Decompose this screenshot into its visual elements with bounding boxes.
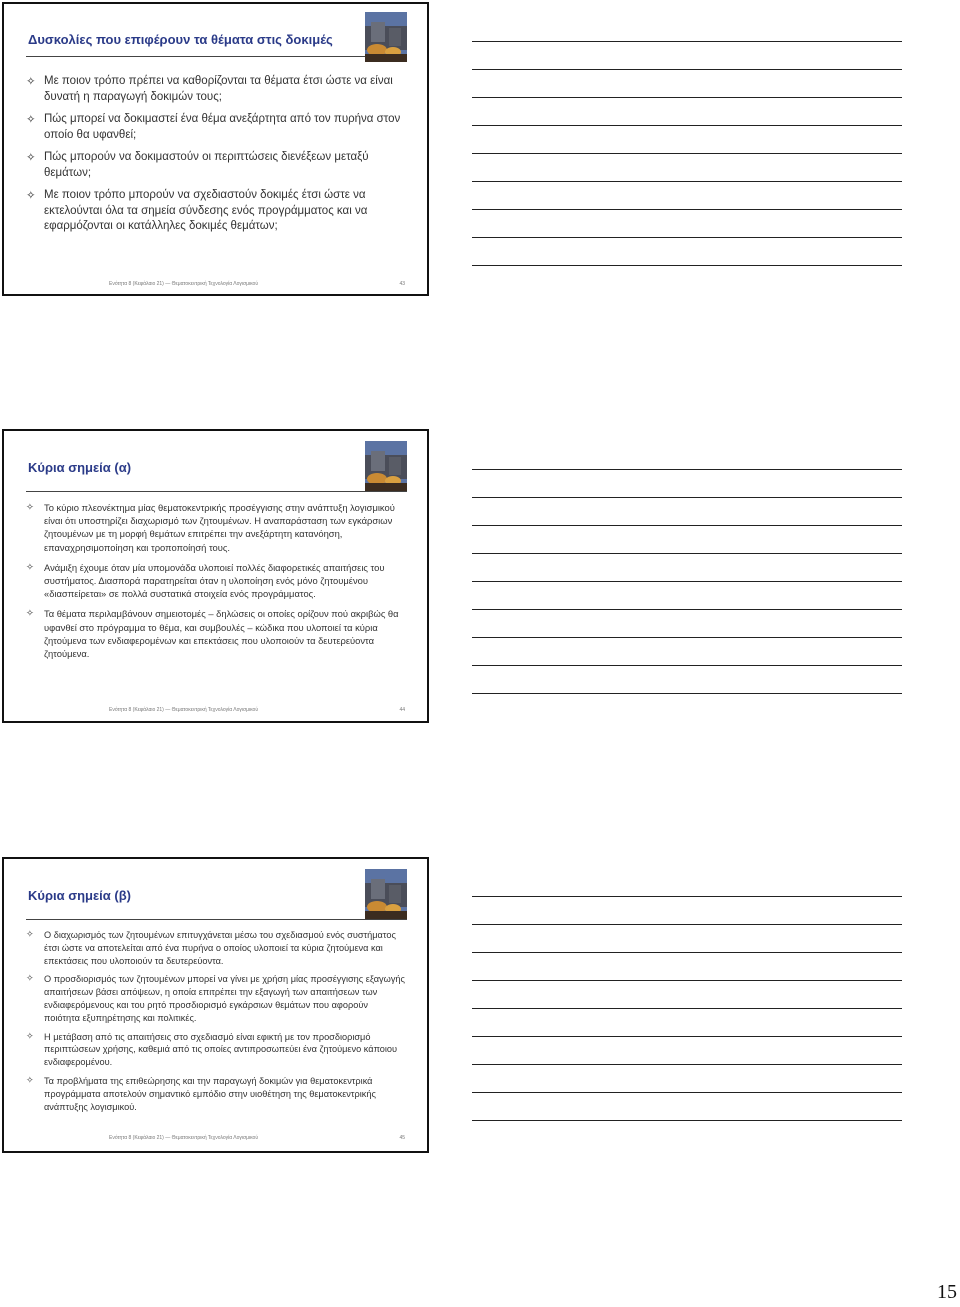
notes-line (472, 125, 902, 126)
notes-line (472, 1008, 902, 1009)
slide-number: 45 (399, 1135, 405, 1141)
notes-lines-slide-45 (472, 896, 902, 1121)
title-rule (26, 491, 407, 492)
slide-number: 43 (399, 281, 405, 287)
bullet-item (26, 973, 405, 1024)
bullet-item (26, 74, 405, 105)
notes-line (472, 469, 902, 470)
slide-44 (2, 429, 429, 723)
notes-line (472, 265, 902, 266)
bullet-item (26, 150, 405, 181)
notes-line (472, 637, 902, 638)
bullet-item (26, 188, 405, 235)
notes-line (472, 553, 902, 554)
notes-line (472, 181, 902, 182)
notes-line (472, 1092, 902, 1093)
bullet-item (26, 929, 405, 967)
notes-line (472, 41, 902, 42)
notes-line (472, 69, 902, 70)
bullet-list (26, 929, 405, 1113)
bullet-star-icon: ✧ (26, 188, 36, 202)
notes-line (472, 665, 902, 666)
notes-line (472, 980, 902, 981)
bullet-item (26, 501, 405, 554)
slide-number: 44 (399, 707, 405, 713)
bullet-text: Το κύριο πλεονέκτημα μίας θεματοκεντρικής προσέγγισης στην ανάπτυξη λογισμικού είναι ότι υποστηρίζει διαχωρισμό των ζητουμένων. Η αναπαράσταση των εγκάρσιων ζητουμένων με τη μορφή θεμάτων επιτρέπει την ανεξάρτητη κατανόηση, επαναχρησιμοποίηση και τροποποίησή τους. (44, 502, 395, 553)
footer-text: Ενότητα 8 (Κεφάλαιο 21) — Θεματοκεντρική Τεχνολογία Λογισμικού (109, 1135, 259, 1141)
notes-line (472, 97, 902, 98)
footer-text: Ενότητα 8 (Κεφάλαιο 21) — Θεματοκεντρική Τεχνολογία Λογισμικού (109, 707, 259, 713)
notes-line (472, 525, 902, 526)
bullet-star-icon: ✧ (26, 561, 34, 573)
bullet-text: Τα προβλήματα της επιθεώρησης και την παραγωγή δοκιμών για θεματοκεντρικά προγράμματα αποτελούν σημαντικό εμπόδιο στην υιοθέτηση της θεματοκεντρικής ανάπτυξης λογισμικού. (44, 1075, 376, 1112)
bullet-text: Η μετάβαση από τις απαιτήσεις στο σχεδιασμό είναι εφικτή με τον προσδιορισμό περιπτώσεων χρήσης, καθεμιά από τις οποίες αντιπροσωπεύει ένα ζητούμενο κάποιου ενδιαφερομένου. (44, 1031, 398, 1068)
bullet-item (26, 1031, 405, 1069)
slide-thumbnail-image (365, 869, 407, 919)
notes-line (472, 693, 902, 694)
slide-43 (2, 2, 429, 296)
thumbnail-photo-icon (365, 12, 407, 62)
slide-thumbnail-image (365, 12, 407, 62)
thumbnail-photo-icon (365, 441, 407, 491)
bullet-text: Πώς μπορούν να δοκιμαστούν οι περιπτώσεις διενέξεων μεταξύ θεμάτων; (44, 151, 369, 179)
page-number: 15 (937, 1281, 957, 1303)
bullet-text: Τα θέματα περιλαμβάνουν σημειοτομές – δηλώσεις οι οποίες ορίζουν πού ακριβώς θα υφανθεί στο πρόγραμμα το θέμα, και συμβουλές – κώδικα που υλοποιεί τα κύρια ζητούμενα των ενδιαφερομένων και επεκτάσεις που υλοποιούν τα δευτερεύοντα ζητούμενα. (44, 608, 399, 660)
notes-line (472, 497, 902, 498)
notes-line (472, 1064, 902, 1065)
bullet-item (26, 112, 405, 143)
bullet-item (26, 561, 405, 601)
bullet-star-icon: ✧ (26, 973, 34, 985)
bullet-text: Με ποιον τρόπο πρέπει να καθορίζονται τα θέματα έτσι ώστε να είναι δυνατή η παραγωγή δοκιμών τους; (44, 75, 393, 103)
slide-footer (109, 707, 405, 713)
bullet-text: Ο διαχωρισμός των ζητουμένων επιτυγχάνεται μέσω του σχεδιασμού ενός συστήματος έτσι ώστε να αποτελείται από ένα πυρήνα ο οποίος υλοποιεί τα κύρια ζητούμενα και επεκτάσεις που υλοποιούν τα δευτερεύοντα. (44, 930, 396, 966)
bullet-text: Ο προσδιορισμός των ζητουμένων μπορεί να γίνει με χρήση μίας προσέγγισης εξαγωγής απαιτήσεων βάσει απόψεων, η οποία επιτρέπει την εξαγωγή των απαιτήσεων των ενδιαφερόμενους και του ρητό προσδιορισμό εγκάρσιων θεμάτων που αφορούν ποιότητα εξυπηρέτησης και πολιτικές. (44, 974, 405, 1023)
bullet-star-icon: ✧ (26, 74, 36, 88)
notes-line (472, 581, 902, 582)
bullet-star-icon: ✧ (26, 929, 34, 940)
notes-line (472, 237, 902, 238)
bullet-list (26, 74, 405, 235)
slide-title: Δυσκολίες που επιφέρουν τα θέματα στις δοκιμές (28, 32, 333, 47)
slide-footer (109, 1135, 405, 1141)
notes-line (472, 1036, 902, 1037)
title-rule (26, 56, 407, 57)
slide-footer (109, 281, 405, 287)
slide-45 (2, 857, 429, 1153)
bullet-star-icon: ✧ (26, 1030, 34, 1042)
notes-line (472, 952, 902, 953)
notes-line (472, 896, 902, 897)
slide-title: Κύρια σημεία (α) (28, 460, 132, 475)
slide-title: Κύρια σημεία (β) (28, 888, 131, 903)
title-rule (26, 919, 407, 920)
notes-line (472, 209, 902, 210)
slide-thumbnail-image (365, 441, 407, 491)
bullet-star-icon: ✧ (26, 112, 36, 126)
bullet-text: Με ποιον τρόπο μπορούν να σχεδιαστούν δοκιμές έτσι ώστε να εκτελούνται όλα τα σημεία σύνδεσης ενός προγράμματος και να εφαρμόζονται οι κατάλληλες δοκιμές θεμάτων; (44, 189, 368, 232)
bullet-star-icon: ✧ (26, 502, 34, 513)
notes-line (472, 924, 902, 925)
thumbnail-photo-icon (365, 869, 407, 919)
notes-lines-slide-43 (472, 41, 902, 266)
notes-line (472, 153, 902, 154)
footer-text: Ενότητα 8 (Κεφάλαιο 21) — Θεματοκεντρική Τεχνολογία Λογισμικού (109, 281, 259, 287)
notes-line (472, 1120, 902, 1121)
bullet-star-icon: ✧ (26, 608, 34, 620)
bullet-item (26, 1075, 405, 1113)
bullet-star-icon: ✧ (26, 150, 36, 164)
bullet-star-icon: ✧ (26, 1074, 34, 1086)
bullet-list (26, 501, 405, 660)
bullet-text: Πώς μπορεί να δοκιμαστεί ένα θέμα ανεξάρτητα από τον πυρήνα στον οποίο θα υφανθεί; (44, 113, 401, 141)
notes-lines-slide-44 (472, 469, 902, 694)
bullet-text: Ανάμιξη έχουμε όταν μία υπομονάδα υλοποιεί πολλές διαφορετικές απαιτήσεις του συστήματος. Διασπορά παρατηρείται όταν η υλοποίηση ενός μόνο ζητουμένου «διασπείρεται» σε πολλά συστατικά στοιχεία ενός προγράμματος. (44, 561, 385, 600)
bullet-item (26, 607, 405, 660)
notes-line (472, 609, 902, 610)
